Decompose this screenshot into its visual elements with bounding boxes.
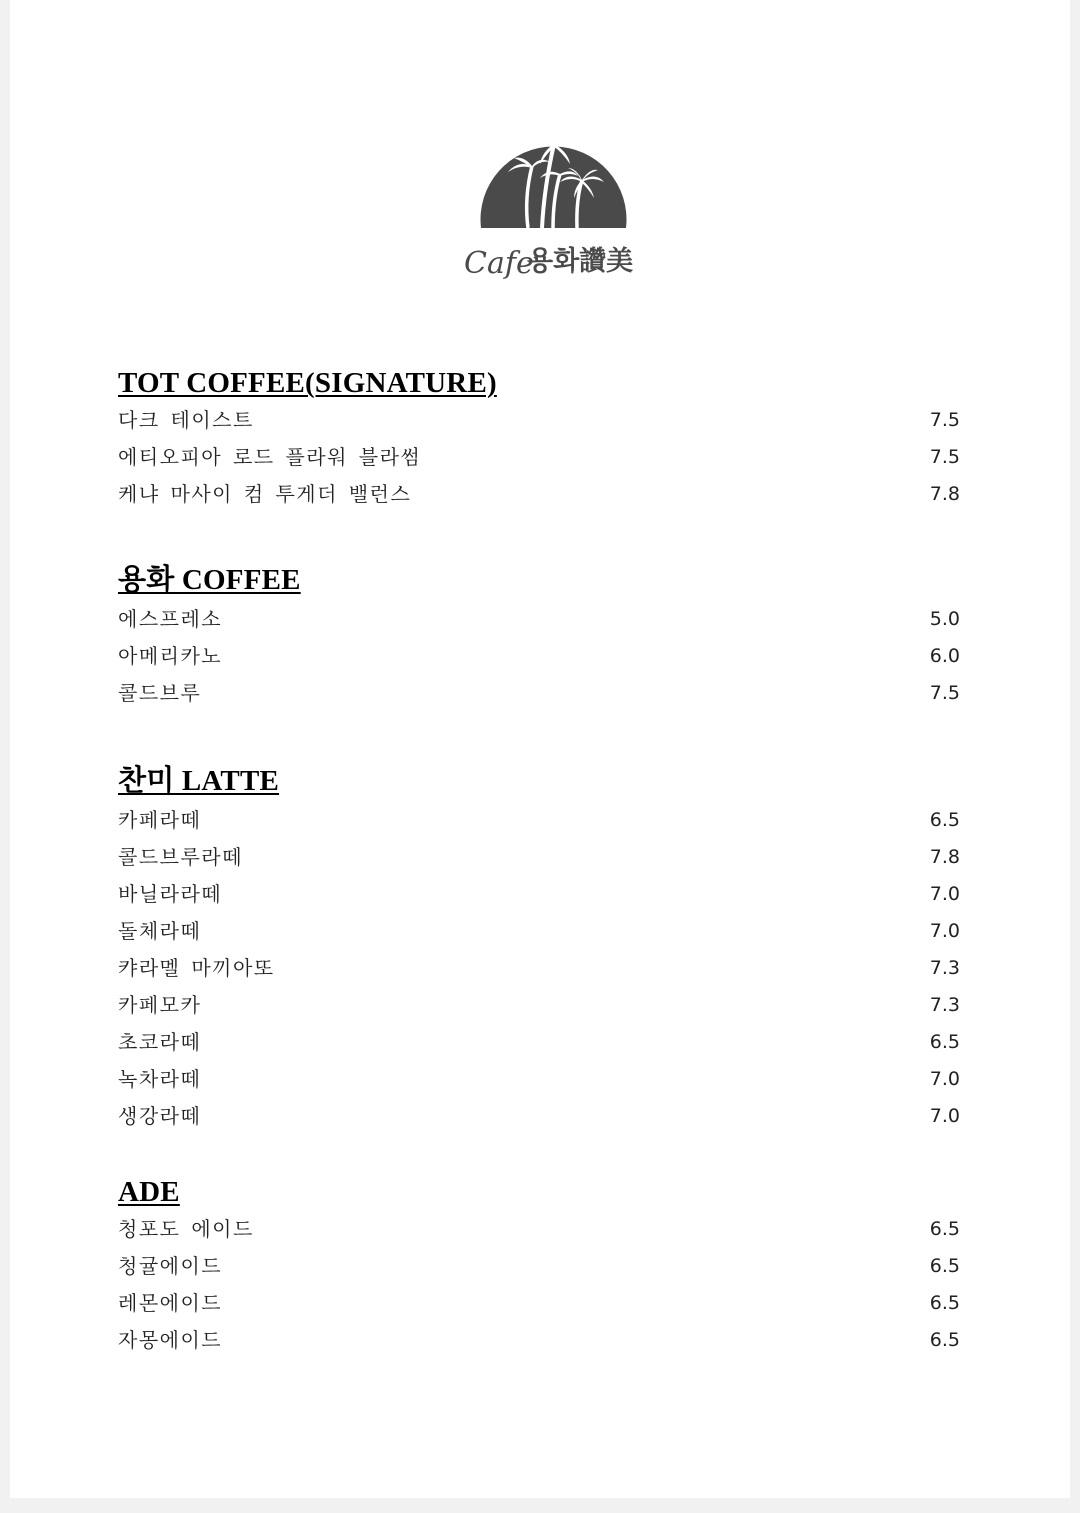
item-name: 케냐 마사이 컴 투게더 밸런스 [118,482,412,506]
menu-list [118,364,960,1359]
section-yonghwa-coffee [118,561,960,712]
item-price: 7.0 [929,1068,960,1090]
menu-item [118,1024,960,1061]
menu-item [118,876,960,913]
item-name: 돌체라떼 [118,919,202,943]
item-name: 콜드브루 [118,681,202,705]
item-price: 6.5 [929,809,960,831]
menu-item [118,675,960,712]
item-name: 아메리카노 [118,644,223,668]
menu-item [118,1211,960,1248]
item-price: 7.5 [929,446,960,468]
item-price: 7.0 [929,1105,960,1127]
item-price: 7.3 [929,994,960,1016]
menu-item [118,839,960,876]
item-name: 에스프레소 [118,607,223,631]
item-name: 초코라떼 [118,1030,202,1054]
item-price: 6.5 [929,1218,960,1240]
section-title: TOT COFFEE(SIGNATURE) [118,367,497,399]
menu-item [118,1098,960,1135]
item-name: 레몬에이드 [118,1291,223,1315]
item-name: 생강라떼 [118,1104,202,1128]
menu-item [118,913,960,950]
logo-name: 용화讚美 [527,246,634,277]
item-price: 5.0 [929,608,960,630]
section-tot-coffee [118,364,960,513]
menu-item [118,1061,960,1098]
item-price: 7.5 [929,409,960,431]
menu-item [118,987,960,1024]
menu-item [118,439,960,476]
item-price: 6.0 [929,645,960,667]
item-price: 6.5 [929,1329,960,1351]
logo-script: Cafe [464,246,534,281]
item-price: 6.5 [929,1292,960,1314]
item-name: 바닐라라떼 [118,882,223,906]
item-price: 6.5 [929,1255,960,1277]
menu-page [10,0,1070,1498]
section-title: 용화 COFFEE [118,564,301,596]
item-price: 7.8 [929,483,960,505]
item-name: 카페모카 [118,993,202,1017]
cafe-logo [450,118,660,288]
menu-item [118,1248,960,1285]
item-name: 캬라멜 마끼아또 [118,956,275,980]
item-name: 다크 테이스트 [118,408,254,432]
item-price: 7.3 [929,957,960,979]
menu-item [118,601,960,638]
item-price: 7.8 [929,846,960,868]
section-title: 찬미 LATTE [118,765,280,797]
menu-item [118,802,960,839]
item-name: 청귤에이드 [118,1254,223,1278]
menu-item [118,402,960,439]
item-name: 자몽에이드 [118,1328,223,1352]
item-name: 에티오피아 로드 플라워 블라썸 [118,445,422,469]
section-chanmi-latte [118,762,960,1135]
item-price: 7.0 [929,920,960,942]
item-price: 7.0 [929,883,960,905]
item-price: 6.5 [929,1031,960,1053]
palm-tree-icon [450,118,660,288]
menu-item [118,1285,960,1322]
item-name: 콜드브루라떼 [118,845,243,869]
menu-item [118,1322,960,1359]
section-ade [118,1173,960,1359]
item-name: 카페라떼 [118,808,202,832]
menu-item [118,476,960,513]
item-price: 7.5 [929,682,960,704]
menu-item [118,638,960,675]
item-name: 녹차라떼 [118,1067,202,1091]
section-title: ADE [118,1176,180,1208]
item-name: 청포도 에이드 [118,1217,254,1241]
menu-item [118,950,960,987]
